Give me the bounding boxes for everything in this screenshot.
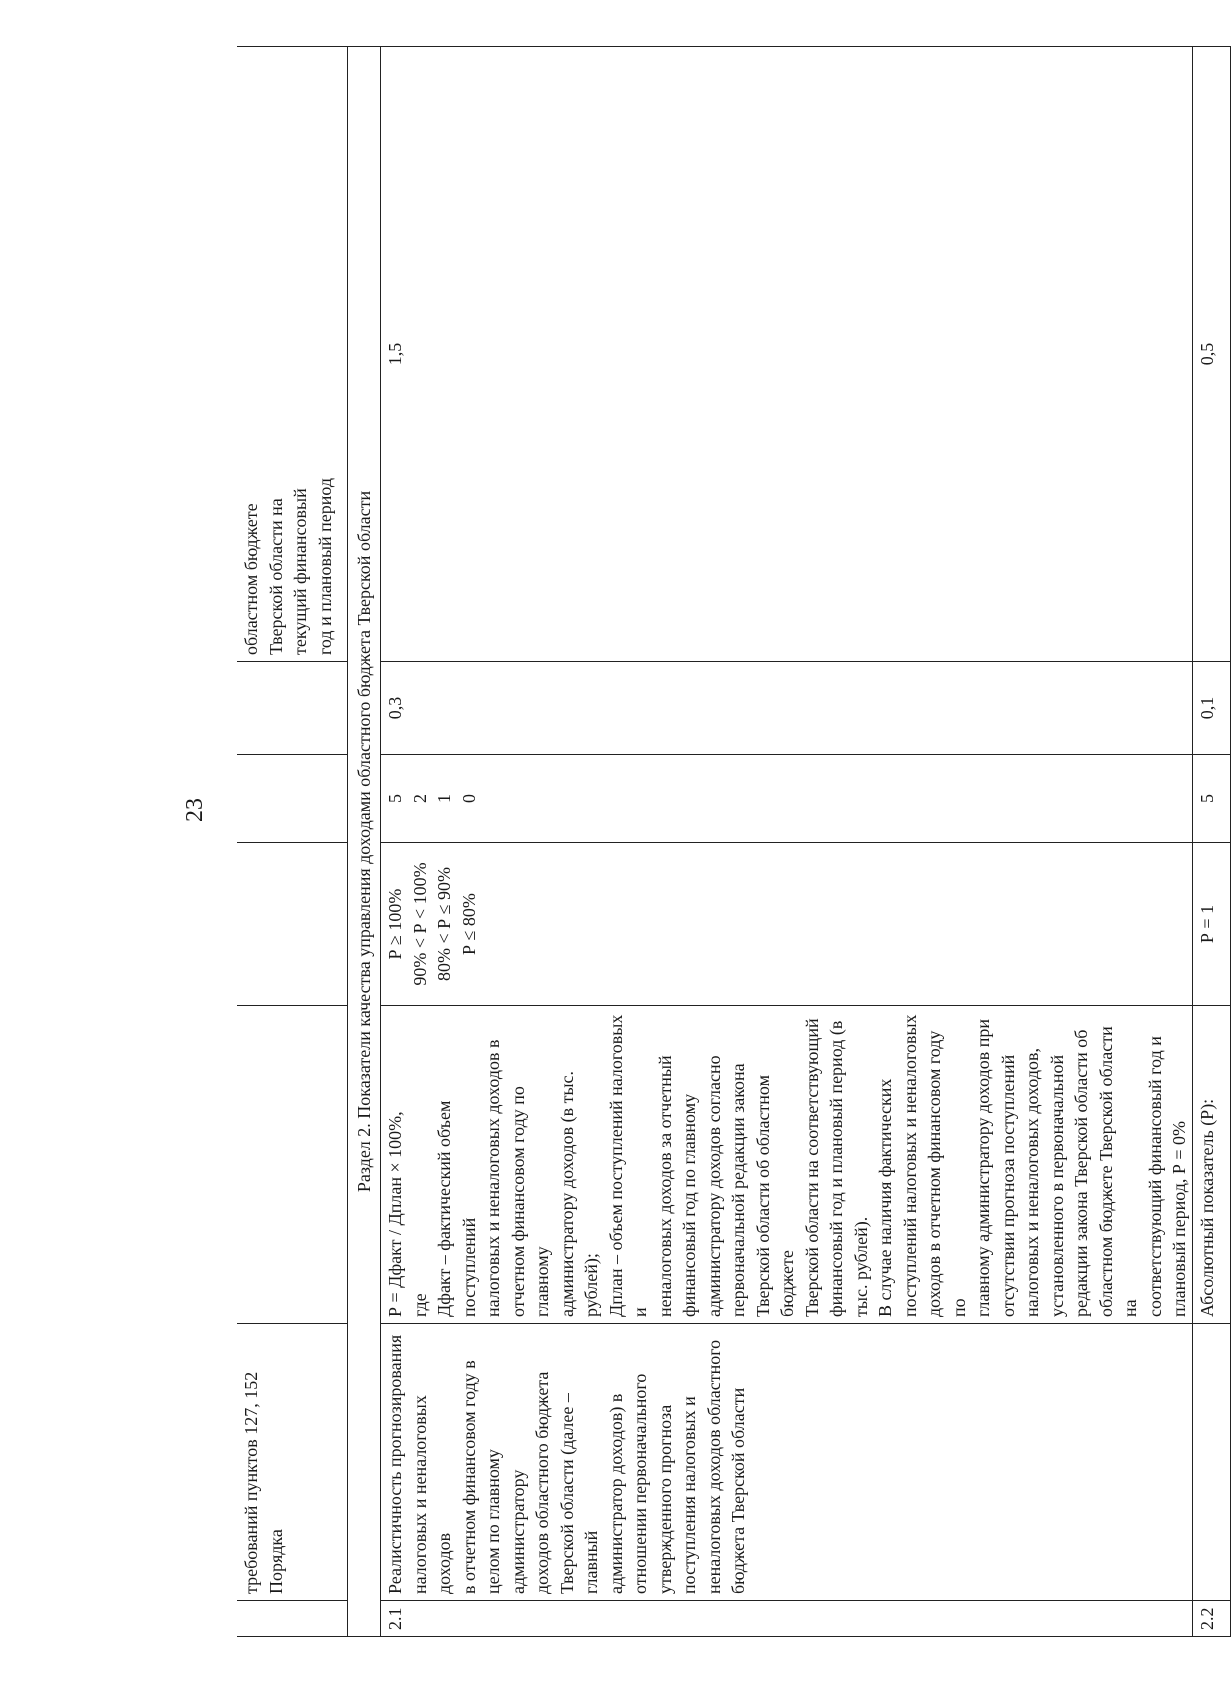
criterion-formula: Абсолютный показатель (Р):	[1192, 1006, 1230, 1324]
score-value: 2	[409, 794, 430, 803]
criteria-table-sheet	[237, 47, 1217, 1637]
score-value: 1	[434, 794, 454, 803]
page-number: 23	[182, 798, 208, 822]
score-value: 5	[1196, 794, 1217, 803]
continuation-name-cell: требований пунктов 127, 152 Порядка	[237, 1324, 347, 1601]
table-row	[381, 47, 1193, 1637]
continuation-row	[237, 47, 347, 1637]
criterion-name: Реалистичность прогнозирования налоговых и неналоговых доходов в отчетном финансовом году в целом по главному администратору доходов областного бюджета Тверской области (далее – главный администратор доходов) в отношении первоначального утвержденного прогноза поступления налоговых и неналоговых доходов областного бюджета Тверской области	[381, 1324, 1193, 1601]
criterion-weight: 0,3	[381, 662, 1193, 755]
criteria-table	[237, 46, 1231, 1637]
criterion-weight: 0,1	[1192, 662, 1230, 755]
condition-value: Р ≤ 80%	[458, 893, 479, 955]
section-title: Раздел 2. Показатели качества управления доходами областного бюджета Тверской области	[347, 47, 381, 1637]
criterion-formula: Р = Дфакт / Дплан × 100%, где Дфакт – фактический объем поступлений налоговых и неналоговых доходов в отчетном финансовом году по главному администратору доходов (в тыс. рублей); Дплан – объем поступлений налоговых и неналоговых доходов за отчетный финансовый год по главному администратору доходов согласно первоначальной редакции закона Тверской области об областном бюджете Тверской области на соответствующий финансовый год и плановый период (в тыс. рублей). В случае наличия фактических поступлений налоговых и неналоговых доходов в отчетном финансовом году по главному администратору доходов при отсутствии прогноза поступлений налоговых и неналоговых доходов, установленного в первоначальной редакции закона Тверской области об областном бюджете Тверской области на соответствующий финансовый год и плановый период, Р = 0%	[381, 1006, 1193, 1324]
score-value: 0	[458, 794, 479, 803]
criterion-conditions	[381, 843, 1193, 1006]
score-value: 5	[385, 794, 405, 803]
continuation-condition-cell	[237, 843, 347, 1006]
condition-value: 80% < Р ≤ 90%	[434, 866, 454, 982]
continuation-weight-cell	[237, 662, 347, 755]
row-number: 2.2	[1192, 1601, 1230, 1637]
criterion-scores	[381, 755, 1193, 843]
criterion-max-score: 0,5	[1192, 47, 1230, 662]
section-row	[347, 47, 381, 1637]
criterion-conditions	[1192, 843, 1230, 1006]
criterion-max-score: 1,5	[381, 47, 1193, 662]
criterion-scores	[1192, 755, 1230, 843]
continuation-comment-cell: областном бюджете Тверской области на текущий финансовый год и плановый период	[237, 47, 347, 662]
continuation-formula-cell	[237, 1006, 347, 1324]
condition-value: 90% < Р < 100%	[409, 862, 430, 986]
continuation-score-cell	[237, 755, 347, 843]
criterion-name	[1192, 1324, 1230, 1601]
continuation-num-cell	[237, 1601, 347, 1637]
condition-value: Р ≥ 100%	[385, 888, 405, 960]
condition-value: Р = 1	[1196, 904, 1217, 944]
row-number: 2.1	[381, 1601, 1193, 1637]
table-row	[1192, 47, 1230, 1637]
